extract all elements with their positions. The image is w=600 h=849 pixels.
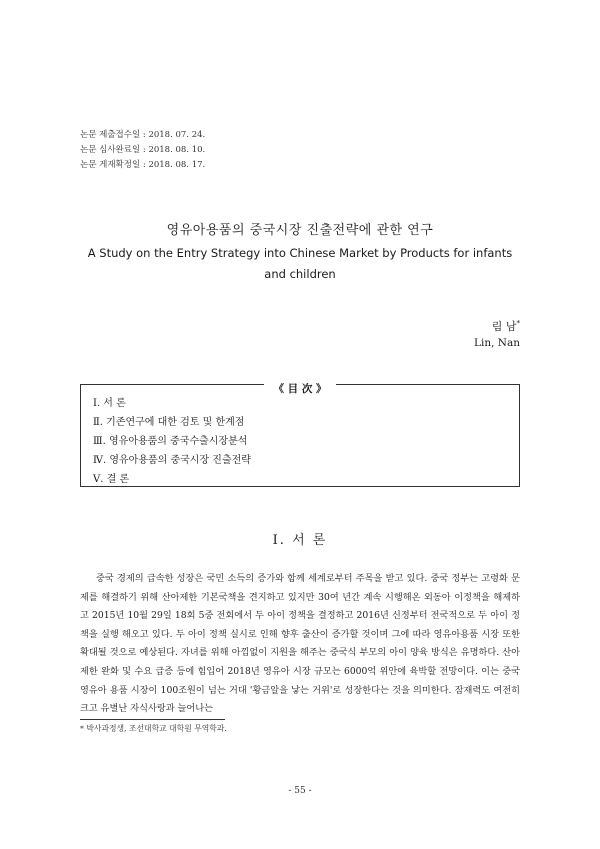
author-english: Lin, Nan — [474, 337, 520, 349]
date-received: 논문 제출접수일 : 2018. 07. 24. — [80, 130, 206, 140]
toc-heading: 《 目 次 》 — [264, 383, 337, 395]
submission-dates — [80, 128, 205, 173]
section-heading: Ⅰ. 서 론 — [272, 533, 328, 548]
toc-item: Ⅰ. 서 론 — [93, 398, 126, 409]
title-english: A Study on the Entry Strategy into Chinese Market by Products for infants and children — [87, 246, 513, 281]
toc-item: Ⅳ. 영유아용품의 중국시장 진출전략 — [93, 455, 251, 466]
body-paragraph: 중국 경제의 급속한 성장은 국민 소득의 증가와 함께 세계로부터 주목을 받고 있다. 중국 정부는 고령화 문제를 해결하기 위해 산아제한 기본국책을 견지하고 있지만 30여 년간 계속 시행해온 외동아 이정책을 해제하고 2015년 10월 29일 18회 5중 전회에서 두 아이 정책을 결정하고 2016년 신정부터 전국적으로 두 아이 정책을 실행 해오고 있다. 두 아이 정책 실시로 인해 향후 출산이 증가할 것이며 그에 따라 영유아용품 시장 또한 확대될 것으로 예상된다. 자녀를 위해 아낌없이 지원을 해주는 중국식 부모의 아이 양육 방식은 유명하다. 산아제한 완화 및 수요 급증 등에 힘입어 2018년 영유아 시장 규모는 6000억 위안에 육박할 전망이다. 이는 중국 영유아 용품 시장이 100조원이 넘는 거대 '황금알을 낳는 거위'로 성장한다는 것을 의미한다. 잠재력도 여전히 크고 유별난 자식사랑과 늘어나는 — [80, 573, 520, 715]
toc-list — [93, 394, 251, 489]
footnote-divider — [80, 719, 225, 720]
author-korean — [492, 318, 520, 334]
title-korean: 영유아용품의 중국시장 진출전략에 관한 연구 — [166, 223, 434, 238]
date-confirmed: 논문 게재확정일 : 2018. 08. 17. — [80, 160, 206, 170]
table-of-contents — [80, 384, 520, 487]
author-name-korean: 림 남 — [491, 320, 517, 333]
page-number: - 55 - — [288, 786, 312, 796]
toc-item: Ⅲ. 영유아용품의 중국수출시장분석 — [93, 436, 248, 447]
toc-item: Ⅱ. 기존연구에 대한 검토 및 한계점 — [93, 417, 245, 428]
date-reviewed: 논문 심사완료일 : 2018. 08. 10. — [80, 145, 206, 155]
toc-item: Ⅴ. 결 론 — [93, 474, 130, 485]
body-text — [80, 570, 520, 719]
footnote: * 박사과정생, 조선대학교 대학원 무역학과. — [80, 724, 227, 733]
author-footnote-mark: * — [516, 319, 520, 328]
